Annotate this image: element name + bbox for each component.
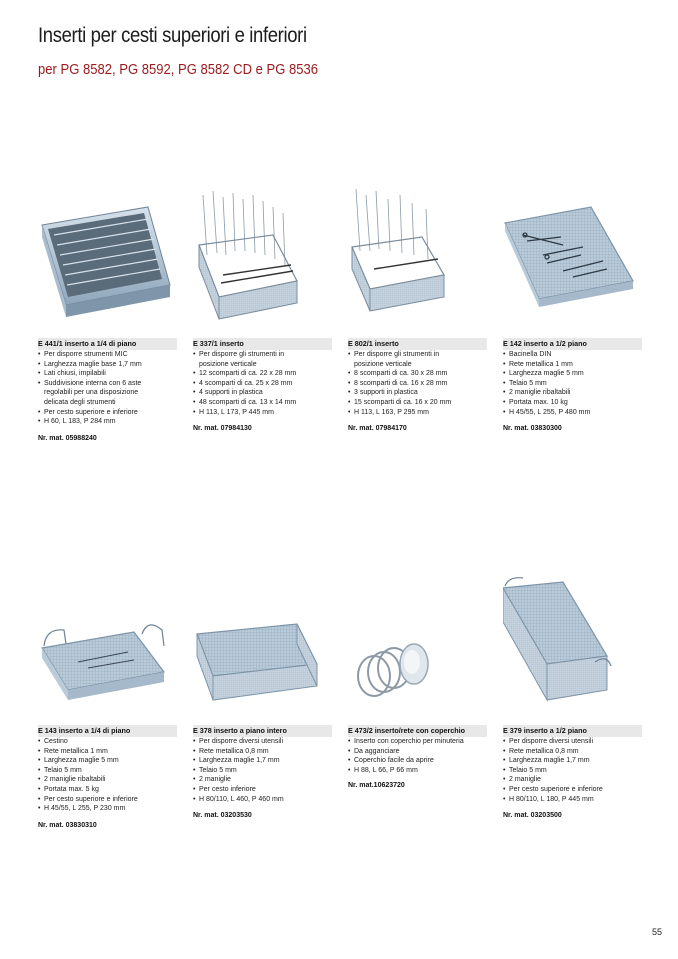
small-parts-cage-image (348, 572, 490, 722)
feature-item: • Per cesto superiore e inferiore (503, 785, 645, 795)
feature-item: • Portata max. 5 kg (38, 785, 180, 795)
feature-item: • H 60, L 183, P 284 mm (38, 417, 180, 427)
feature-list (193, 350, 335, 417)
feature-item: • H 45/55, L 255, P 230 mm (38, 804, 180, 814)
page-title: Inserti per cesti superiori e inferiori (38, 24, 307, 47)
page-subtitle: per PG 8582, PG 8592, PG 8582 CD e PG 8536 (38, 62, 319, 78)
large-mesh-basket-image (193, 572, 335, 722)
feature-list (348, 737, 490, 775)
feature-item: • 12 scomparti di ca. 22 x 28 mm (193, 369, 335, 379)
feature-item: • 4 scomparti di ca. 25 x 28 mm (193, 379, 335, 389)
feature-item: • 15 scomparti di ca. 16 x 20 mm (348, 398, 490, 408)
feature-item: • Larghezza maglie 5 mm (503, 369, 645, 379)
material-number: Nr. mat. 03203530 (193, 812, 252, 819)
feature-item: • Portata max. 10 kg (503, 398, 645, 408)
material-number: Nr. mat. 03830300 (503, 425, 562, 432)
feature-item: • Per cesto inferiore (193, 785, 335, 795)
feature-item: • Larghezza maglie 1,7 mm (193, 756, 335, 766)
feature-item: • Larghezza maglie 1,7 mm (503, 756, 645, 766)
feature-item: • Per disporre diversi utensili (193, 737, 335, 747)
product-name: E 378 inserto a piano intero (193, 725, 332, 737)
product-name: E 802/1 inserto (348, 338, 487, 350)
feature-list (193, 737, 335, 804)
feature-list (503, 737, 645, 804)
feature-item: • 2 maniglie (193, 775, 335, 785)
feature-item: • Rete metallica 1 mm (503, 360, 645, 370)
feature-item: • H 88, L 66, P 66 mm (348, 766, 490, 776)
feature-item: • 8 scomparti di ca. 30 x 28 mm (348, 369, 490, 379)
feature-list (38, 737, 180, 814)
feature-item: • Bacinella DIN (503, 350, 645, 360)
feature-item: • Larghezza maglie base 1,7 mm (38, 360, 180, 370)
tall-mesh-basket-image (503, 572, 645, 722)
feature-item: • 3 supporti in plastica (348, 388, 490, 398)
feature-item: • H 80/110, L 460, P 460 mm (193, 795, 335, 805)
material-number: Nr. mat. 07984130 (193, 425, 252, 432)
feature-item: • Cestino (38, 737, 180, 747)
feature-list (503, 350, 645, 417)
feature-item: • Per disporre gli strumenti in posizione verticale (193, 350, 309, 369)
product-name: E 143 inserto a 1/4 di piano (38, 725, 177, 737)
feature-item: • Rete metallica 0,8 mm (503, 747, 645, 757)
feature-item: • 4 supporti in plastica (193, 388, 335, 398)
feature-item: • H 80/110, L 180, P 445 mm (503, 795, 645, 805)
feature-item: • Telaio 5 mm (193, 766, 335, 776)
feature-item: • 2 maniglie ribaltabili (503, 388, 645, 398)
page-number: 55 (651, 927, 662, 937)
feature-item: • 8 scomparti di ca. 16 x 28 mm (348, 379, 490, 389)
material-number: Nr. mat. 03203500 (503, 812, 562, 819)
feature-item: • 2 maniglie ribaltabili (38, 775, 180, 785)
feature-item: • Telaio 5 mm (503, 379, 645, 389)
feature-item: • 2 maniglie (503, 775, 645, 785)
feature-item: • Per cesto superiore e inferiore (38, 408, 180, 418)
material-number: Nr. mat. 05988240 (38, 435, 97, 442)
feature-item: • H 45/55, L 255, P 480 mm (503, 408, 645, 418)
feature-item: • Per disporre gli strumenti in posizione verticale (348, 350, 464, 369)
feature-list (38, 350, 180, 427)
vertical-instrument-rack-image (193, 185, 335, 335)
feature-list (348, 350, 490, 417)
vertical-instrument-rack-image (348, 185, 490, 335)
feature-item: • Larghezza maglie 5 mm (38, 756, 180, 766)
product-name: E 337/1 inserto (193, 338, 332, 350)
product-name: E 473/2 inserto/rete con coperchio (348, 725, 487, 737)
product-name: E 142 inserto a 1/2 piano (503, 338, 642, 350)
feature-item: • Coperchio facile da aprire (348, 756, 490, 766)
material-number: Nr. mat.10623720 (348, 782, 405, 789)
feature-item: • H 113, L 173, P 445 mm (193, 408, 335, 418)
feature-item: • H 113, L 163, P 295 mm (348, 408, 490, 418)
feature-item: • Telaio 5 mm (503, 766, 645, 776)
feature-item: • Lati chiusi, impilabili (38, 369, 180, 379)
small-mesh-basket-image (38, 572, 180, 722)
tray-with-rods-image (38, 185, 180, 335)
material-number: Nr. mat. 07984170 (348, 425, 407, 432)
feature-item: • Per disporre diversi utensili (503, 737, 645, 747)
feature-item: • 48 scomparti di ca. 13 x 14 mm (193, 398, 335, 408)
feature-item: • Telaio 5 mm (38, 766, 180, 776)
feature-item: • Rete metallica 0,8 mm (193, 747, 335, 757)
feature-item: • Suddivisione interna con 6 aste regolabili per una disposizione delicata degli strumenti (38, 379, 162, 408)
feature-item: • Per disporre strumenti MIC (38, 350, 180, 360)
feature-item: • Per cesto superiore e inferiore (38, 795, 180, 805)
mesh-basin-with-instruments-image (503, 185, 645, 335)
product-name: E 441/1 inserto a 1/4 di piano (38, 338, 177, 350)
material-number: Nr. mat. 03830310 (38, 822, 97, 829)
feature-item: • Da agganciare (348, 747, 490, 757)
feature-item: • Rete metallica 1 mm (38, 747, 180, 757)
product-name: E 379 inserto a 1/2 piano (503, 725, 642, 737)
feature-item: • Inserto con coperchio per minuteria (348, 737, 490, 747)
